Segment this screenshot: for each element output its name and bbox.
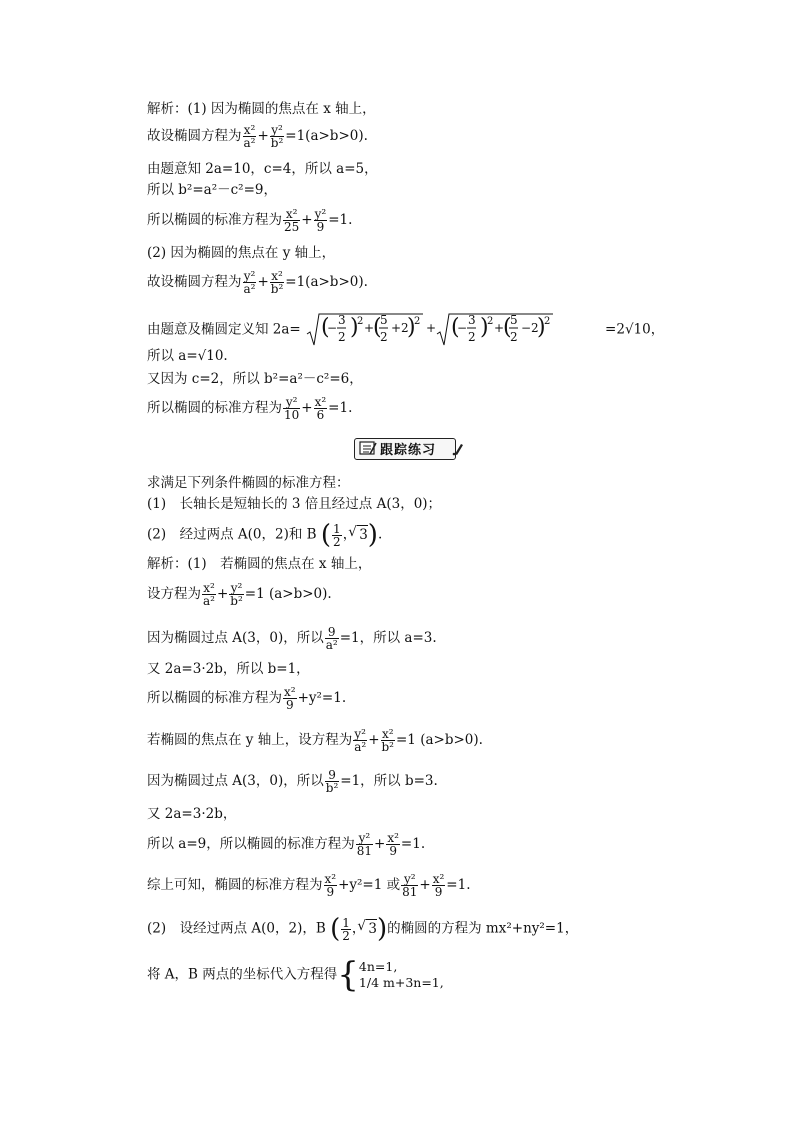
solution-line-10: 又因为 c=2，所以 b²=a²－c²=6， bbox=[147, 371, 363, 387]
solution2-line-7: 因为椭圆过点 A(3，0)，所以 $\frac{9}{\text{b²}}$ =1，所以 b=3. bbox=[147, 768, 438, 795]
svg-text:): ) bbox=[537, 315, 546, 340]
solution2-line-6: 若椭圆的焦点在 y 轴上，设方程为 $\frac{\text{y²}}{\text{a²}}$ + $\frac{\text{x²}}{\text{b²}}$ =1 (a>b>0). bbox=[147, 727, 483, 754]
solution-line-7: 故设椭圆方程为 $\frac{\text{y²}}{\text{a²}}$ + $\frac{\text{x²}}{\text{b²}}$ =1(a>b>0). bbox=[147, 269, 368, 296]
svg-text:): ) bbox=[350, 315, 359, 340]
solution-line-8: 由题意及椭圆定义知 2a= ( − 3 2 ) 2 + ( 5 2 +2 ) 2 + ( − 3 2 ) 2 + ( 5 2 −2 ) 2 =2√10， bbox=[147, 312, 664, 348]
solution-line-6: (2) 因为椭圆的焦点在 y 轴上， bbox=[147, 245, 336, 261]
svg-text:3: 3 bbox=[468, 313, 476, 327]
svg-text:2: 2 bbox=[487, 316, 494, 327]
svg-text:−: − bbox=[327, 321, 338, 335]
solution2-line-3: 因为椭圆过点 A(3，0)，所以 $\frac{9}{\text{a²}}$ =1，所以 a=3. bbox=[147, 625, 437, 652]
practice-badge bbox=[354, 438, 458, 460]
solution2-line-11: (2) 设经过两点 A(0，2)，B ( $\frac{1}{2}$ ，√ 3)的椭圆的方程为 mx²+ny²=1， bbox=[147, 916, 578, 942]
svg-text:2: 2 bbox=[338, 330, 346, 344]
solution2-line-8: 又 2a=3·2b， bbox=[147, 806, 237, 822]
distance-formula bbox=[305, 312, 605, 348]
solution-line-3: 由题意知 2a=10，c=4，所以 a=5， bbox=[147, 161, 378, 177]
svg-text:3: 3 bbox=[338, 313, 346, 327]
svg-text:+2: +2 bbox=[391, 321, 409, 335]
solution2-line-4: 又 2a=3·2b，所以 b=1， bbox=[147, 661, 310, 677]
question-2: (2) 经过两点 A(0，2)和 B ( $\frac{1}{2}$ ，√ 3). bbox=[147, 522, 382, 548]
svg-text:5: 5 bbox=[510, 313, 518, 327]
svg-text:(: ( bbox=[503, 315, 512, 340]
svg-text:2: 2 bbox=[468, 330, 476, 344]
svg-text:2: 2 bbox=[380, 330, 388, 344]
solution2-line-2: 设方程为 $\frac{\text{x²}}{\text{a²}}$ + $\frac{\text{y²}}{\text{b²}}$ =1 (a>b>0). bbox=[147, 581, 332, 608]
svg-text:+: + bbox=[364, 321, 375, 335]
svg-text:2: 2 bbox=[357, 316, 364, 327]
solution-line-4: 所以 b²=a²－c²=9， bbox=[147, 182, 277, 198]
solution-line-2: 故设椭圆方程为 $\frac{\text{x²}}{\text{a²}}$ + $\frac{\text{y²}}{\text{b²}}$ =1(a>b>0). bbox=[147, 123, 368, 150]
svg-text:2: 2 bbox=[414, 316, 421, 327]
equation-system: 4n=1, 1/4 m+3n=1, bbox=[358, 959, 444, 990]
svg-text:2: 2 bbox=[510, 330, 518, 344]
solution-line-1: 解析：(1) 因为椭圆的焦点在 x 轴上， bbox=[147, 101, 376, 117]
svg-text:): ) bbox=[407, 315, 416, 340]
solution2-line-9: 所以 a=9，所以椭圆的标准方程为 $\frac{\text{y²}}{81}$ + $\frac{\text{x²}}{9}$ =1. bbox=[147, 831, 426, 858]
svg-text:5: 5 bbox=[380, 313, 388, 327]
solution2-line-10: 综上可知，椭圆的标准方程为 $\frac{\text{x²}}{9}$ +y²=1 或 $\frac{\text{y²}}{81}$ + $\frac{\text{x²}}{9}$ =1. bbox=[147, 872, 471, 899]
solution-line-11: 所以椭圆的标准方程为 $\frac{\text{y²}}{10}$ + $\frac{\text{x²}}{6}$ =1. bbox=[147, 395, 353, 422]
svg-text:2: 2 bbox=[544, 316, 551, 327]
svg-text:(: ( bbox=[321, 315, 330, 340]
pen-icon bbox=[452, 442, 464, 456]
badge-label: 跟踪练习 bbox=[380, 442, 437, 457]
notebook-icon bbox=[359, 440, 377, 456]
question-1: (1) 长轴长是短轴长的 3 倍且经过点 A(3，0)； bbox=[147, 496, 442, 512]
svg-text:+: + bbox=[494, 321, 505, 335]
question-intro: 求满足下列条件椭圆的标准方程： bbox=[147, 475, 350, 491]
solution-line-9: 所以 a=√10. bbox=[147, 348, 228, 364]
solution-line-5: 所以椭圆的标准方程为 $\frac{\text{x²}}{25}$ + $\frac{\text{y²}}{9}$ =1. bbox=[147, 207, 353, 234]
svg-text:(: ( bbox=[451, 315, 460, 340]
svg-text:): ) bbox=[480, 315, 489, 340]
svg-text:−2: −2 bbox=[521, 321, 539, 335]
svg-text:(: ( bbox=[373, 315, 382, 340]
solution2-line-12: 将 A，B 两点的坐标代入方程得{ 4n=1, 1/4 m+3n=1, bbox=[147, 955, 444, 995]
svg-text:−: − bbox=[457, 321, 468, 335]
solution2-line-1: 解析：(1) 若椭圆的焦点在 x 轴上， bbox=[147, 556, 372, 572]
solution2-line-5: 所以椭圆的标准方程为 $\frac{\text{x²}}{9}$ +y²=1. bbox=[147, 685, 347, 712]
svg-text:+: + bbox=[426, 321, 437, 335]
